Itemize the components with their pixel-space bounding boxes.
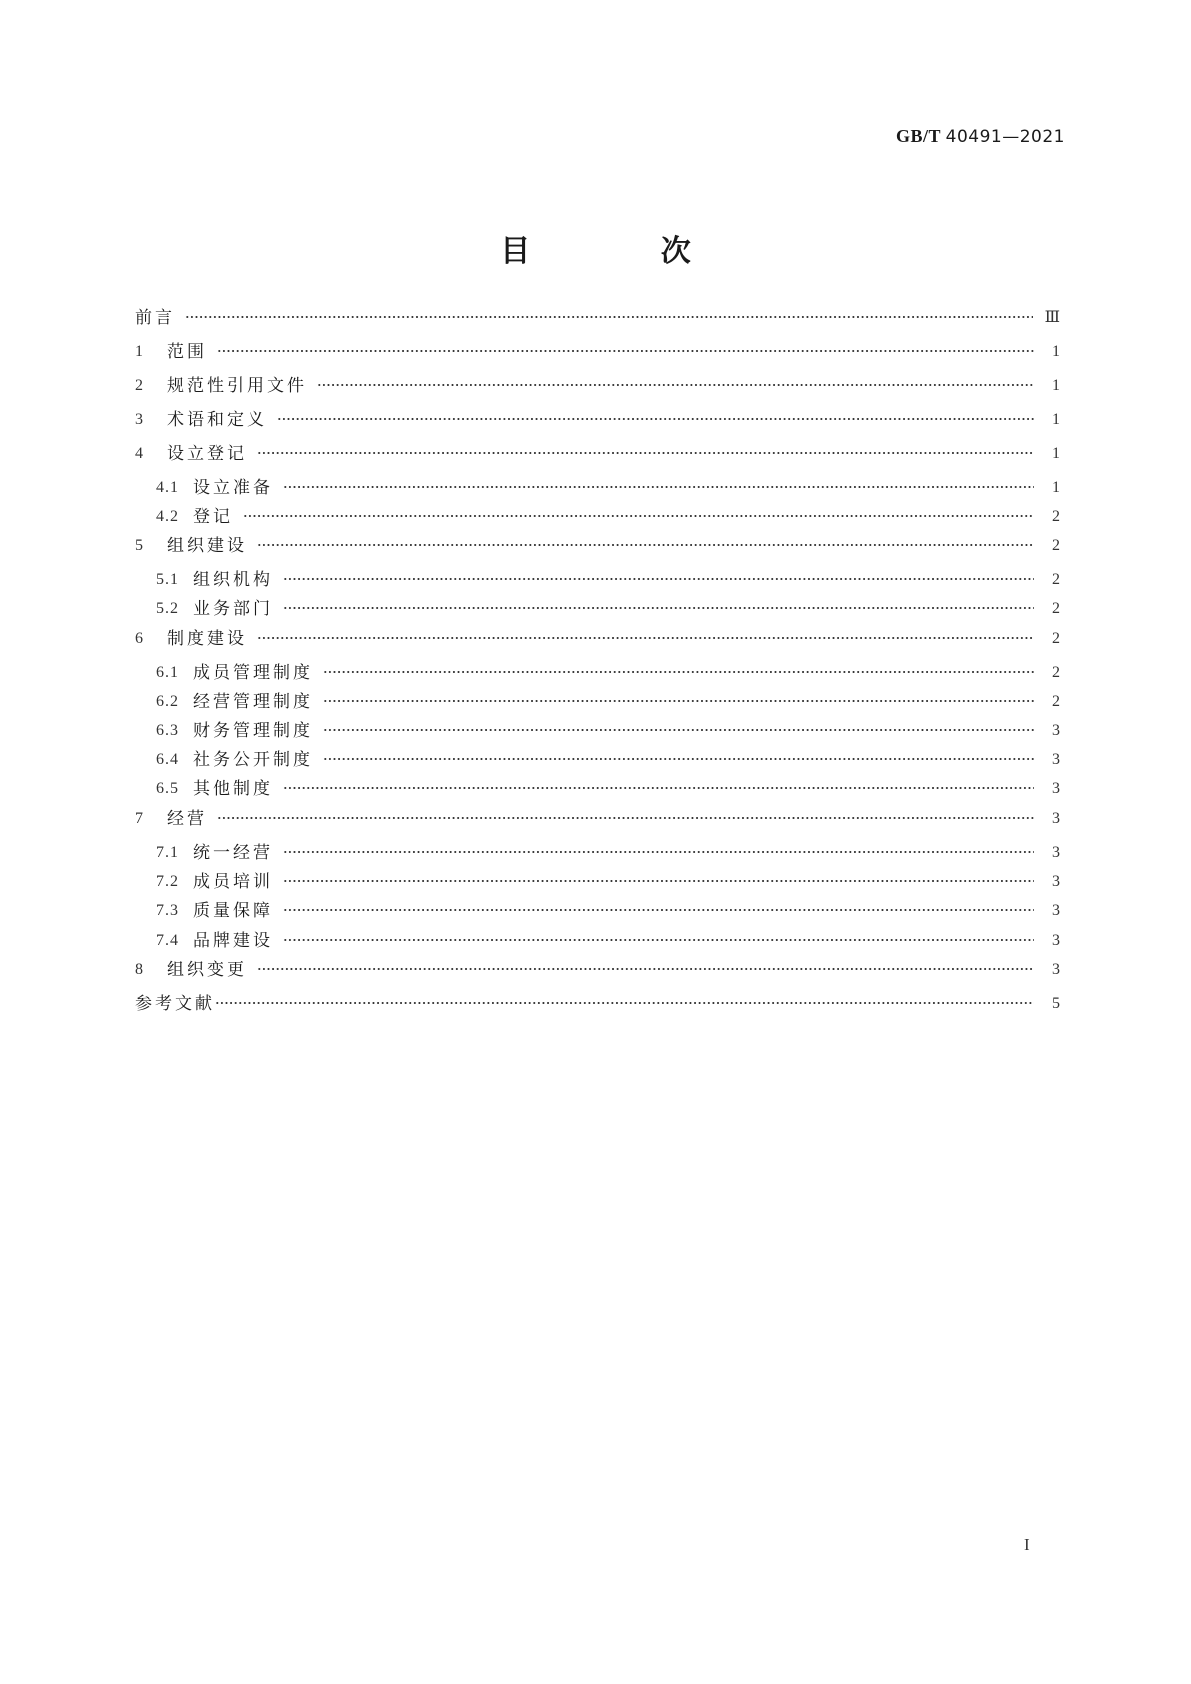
toc-entry-label: 规范性引用文件 <box>167 376 307 396</box>
toc-entry-number: 7 <box>135 810 144 827</box>
toc-entry-6-3[interactable] <box>156 719 1060 743</box>
toc-entry-6[interactable] <box>135 627 1060 651</box>
toc-entry-page: 2 <box>1052 571 1060 588</box>
toc-entry-number: 5 <box>135 537 144 554</box>
dot-leader <box>283 570 1034 588</box>
dot-leader <box>243 507 1034 525</box>
toc-entry-label: 设立登记 <box>167 444 247 464</box>
toc-entry-label: 成员培训 <box>193 872 273 892</box>
toc-entry-7-1[interactable] <box>156 841 1060 865</box>
toc-entry-page: 1 <box>1052 343 1060 360</box>
dot-leader <box>323 721 1034 739</box>
toc-entry-label: 经营管理制度 <box>193 692 313 712</box>
toc-entry-page: 5 <box>1052 995 1060 1012</box>
dot-leader <box>283 872 1034 890</box>
toc-entry-number: 3 <box>135 411 144 428</box>
standard-prefix: GB/T <box>895 126 941 146</box>
toc-entry-number: 2 <box>135 377 144 394</box>
toc-entry-label: 设立准备 <box>193 478 273 498</box>
toc-entry-bibliography[interactable] <box>135 992 1060 1016</box>
toc-entry-number: 5.1 <box>156 571 179 588</box>
toc-entry-page: 3 <box>1052 902 1060 919</box>
toc-entry-number: 5.2 <box>156 600 179 617</box>
toc-entry-page: 1 <box>1052 479 1060 496</box>
toc-entry-page: 2 <box>1052 693 1060 710</box>
toc-entry-7-2[interactable] <box>156 870 1060 894</box>
dot-leader <box>217 809 1034 827</box>
toc-entry-page: 2 <box>1052 630 1060 647</box>
toc-entry-label: 社务公开制度 <box>193 750 313 770</box>
dot-leader <box>323 750 1034 768</box>
toc-entry-number: 8 <box>135 961 144 978</box>
toc-entry-label: 经营 <box>167 809 207 829</box>
dot-leader <box>283 843 1034 861</box>
toc-entry-6-2[interactable] <box>156 690 1060 714</box>
toc-entry-page: 3 <box>1052 780 1060 797</box>
toc-entry-page: 2 <box>1052 600 1060 617</box>
toc-entry-page: 3 <box>1052 810 1060 827</box>
toc-entry-label: 组织变更 <box>167 960 247 980</box>
toc-entry-3[interactable] <box>135 408 1060 432</box>
standard-number: 40491—2021 <box>945 127 1065 147</box>
toc-entry-label: 其他制度 <box>193 779 273 799</box>
toc-entry-5[interactable] <box>135 534 1060 558</box>
toc-entry-4-2[interactable] <box>156 505 1060 529</box>
toc-entry-page: 3 <box>1052 932 1060 949</box>
toc-entry-4-1[interactable] <box>156 476 1060 500</box>
toc-entry-number: 7.3 <box>156 902 179 919</box>
toc-entry-number: 7.1 <box>156 844 179 861</box>
dot-leader <box>317 376 1034 394</box>
toc-entry-label: 成员管理制度 <box>193 663 313 683</box>
toc-entry-7[interactable] <box>135 807 1060 831</box>
dot-leader <box>257 536 1034 554</box>
dot-leader <box>283 931 1034 949</box>
toc-entry-page: 2 <box>1052 537 1060 554</box>
toc-entry-number: 4.2 <box>156 508 179 525</box>
toc-entry-page: 1 <box>1052 445 1060 462</box>
toc-entry-page: 2 <box>1052 508 1060 525</box>
dot-leader <box>217 342 1034 360</box>
toc-entry-number: 4 <box>135 445 144 462</box>
toc-entry-5-1[interactable] <box>156 568 1060 592</box>
toc-entry-number: 7.2 <box>156 873 179 890</box>
toc-entry-label: 前言 <box>135 308 175 328</box>
toc-entry-4[interactable] <box>135 442 1060 466</box>
dot-leader <box>277 410 1034 428</box>
toc-entry-page: 3 <box>1052 873 1060 890</box>
toc-entry-6-4[interactable] <box>156 748 1060 772</box>
toc-entry-page: Ⅲ <box>1044 309 1060 326</box>
toc-entry-1[interactable] <box>135 340 1060 364</box>
toc-entry-number: 1 <box>135 343 144 360</box>
toc-entry-number: 6.5 <box>156 780 179 797</box>
dot-leader <box>185 308 1033 326</box>
toc-entry-number: 6.3 <box>156 722 179 739</box>
toc-entry-page: 2 <box>1052 664 1060 681</box>
dot-leader <box>257 960 1034 978</box>
toc-entry-label: 品牌建设 <box>193 931 273 951</box>
toc-entry-label: 登记 <box>193 507 233 527</box>
toc-entry-number: 7.4 <box>156 932 179 949</box>
toc-entry-8[interactable] <box>135 958 1060 982</box>
dot-leader <box>283 599 1034 617</box>
dot-leader <box>283 478 1034 496</box>
dot-leader <box>215 994 1034 1012</box>
toc-entry-number: 4.1 <box>156 479 179 496</box>
toc-entry-label: 术语和定义 <box>167 410 267 430</box>
standard-code <box>896 126 1065 147</box>
toc-entry-7-4[interactable] <box>156 929 1060 953</box>
dot-leader <box>283 779 1034 797</box>
toc-entry-6-5[interactable] <box>156 777 1060 801</box>
toc-entry-label: 业务部门 <box>193 599 273 619</box>
toc-entry-page: 3 <box>1052 722 1060 739</box>
toc-entry-label: 参考文献 <box>135 994 215 1014</box>
toc-entry-number: 6.1 <box>156 664 179 681</box>
toc-entry-label: 组织机构 <box>193 570 273 590</box>
toc-title: 目 次 <box>500 234 751 269</box>
toc-entry-number: 6.4 <box>156 751 179 768</box>
toc-entry-page: 3 <box>1052 961 1060 978</box>
toc-entry-label: 组织建设 <box>167 536 247 556</box>
dot-leader <box>257 444 1034 462</box>
toc-entry-page: 1 <box>1052 377 1060 394</box>
toc-entry-2[interactable] <box>135 374 1060 398</box>
toc-entry-label: 范围 <box>167 342 207 362</box>
toc-entry-5-2[interactable] <box>156 597 1060 621</box>
dot-leader <box>283 901 1034 919</box>
toc-entry-page: 3 <box>1052 751 1060 768</box>
toc-entry-label: 财务管理制度 <box>193 721 313 741</box>
toc-entry-number: 6 <box>135 630 144 647</box>
page-number: I <box>1024 1535 1030 1554</box>
toc-entry-label: 质量保障 <box>193 901 273 921</box>
dot-leader <box>323 663 1034 681</box>
dot-leader <box>257 629 1034 647</box>
toc-entry-page: 1 <box>1052 411 1060 428</box>
toc-entry-page: 3 <box>1052 844 1060 861</box>
toc-entry-number: 6.2 <box>156 693 179 710</box>
toc-entry-foreword[interactable] <box>135 306 1060 330</box>
toc-entry-label: 统一经营 <box>193 843 273 863</box>
toc-entry-label: 制度建设 <box>167 629 247 649</box>
dot-leader <box>323 692 1034 710</box>
toc-entry-6-1[interactable] <box>156 661 1060 685</box>
toc-entry-7-3[interactable] <box>156 899 1060 923</box>
